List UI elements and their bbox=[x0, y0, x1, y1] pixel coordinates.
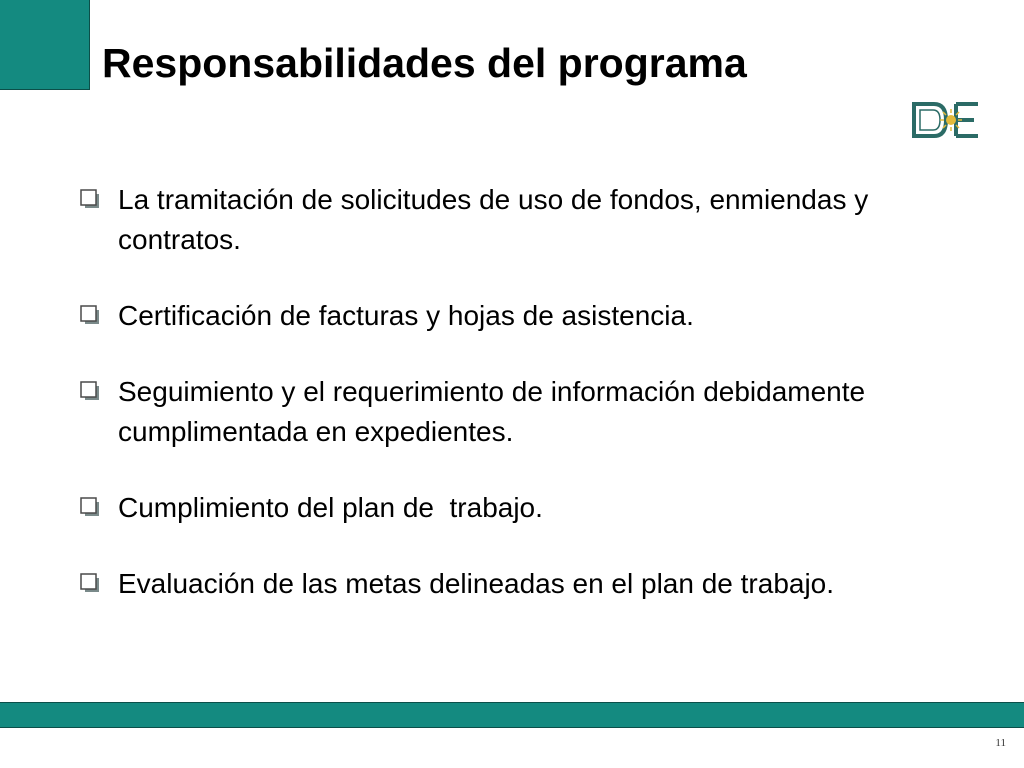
checkbox-icon bbox=[80, 573, 100, 593]
list-item bbox=[78, 488, 938, 528]
list-item bbox=[78, 296, 938, 336]
bullet-text: La tramitación de solicitudes de uso de fondos, enmiendas y contratos. bbox=[118, 184, 869, 255]
bullet-text: Seguimiento y el requerimiento de información debidamente cumplimentada en expedientes. bbox=[118, 376, 866, 447]
checkbox-icon bbox=[80, 381, 100, 401]
corner-decoration bbox=[0, 0, 90, 90]
bullet-text: Evaluación de las metas delineadas en el plan de trabajo. bbox=[118, 568, 835, 599]
list-item bbox=[78, 180, 938, 260]
checkbox-icon bbox=[80, 497, 100, 517]
bullet-text: Certificación de facturas y hojas de asistencia. bbox=[118, 300, 694, 331]
department-logo-icon bbox=[910, 97, 982, 143]
checkbox-icon bbox=[80, 189, 100, 209]
bullet-list bbox=[78, 180, 938, 604]
footer-bar bbox=[0, 702, 1024, 728]
bullet-text: Cumplimiento del plan de trabajo. bbox=[118, 492, 543, 523]
slide-title: Responsabilidades del programa bbox=[102, 40, 747, 86]
list-item bbox=[78, 564, 938, 604]
checkbox-icon bbox=[80, 305, 100, 325]
page-number: 11 bbox=[995, 737, 1006, 749]
list-item bbox=[78, 372, 938, 452]
